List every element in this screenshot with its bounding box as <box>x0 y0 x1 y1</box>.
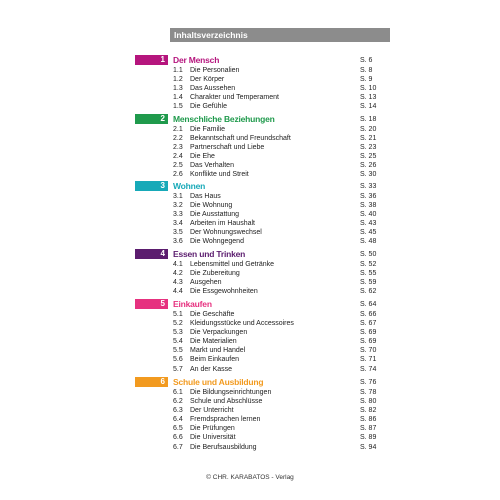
entry-number: 1.1 <box>173 67 183 74</box>
entry-label: Die Ehe <box>190 153 215 161</box>
entry-label: Bekanntschaft und Freundschaft <box>190 135 291 143</box>
entry-label: Die Berufsausbildung <box>190 443 257 451</box>
entry-label: Die Prüfungen <box>190 425 235 433</box>
entry-page-number: S. 66 <box>360 311 377 318</box>
entry-number: 3.1 <box>173 193 183 200</box>
entry-page-number: S. 45 <box>360 229 377 237</box>
toc-section <box>0 181 500 247</box>
entry-page-number: S. 26 <box>360 162 377 170</box>
entry-number: 2.4 <box>173 153 183 161</box>
entry-number: 1.4 <box>173 94 183 102</box>
toc-entry[interactable] <box>0 134 500 143</box>
entry-number: 4.3 <box>173 279 183 287</box>
section-heading[interactable] <box>0 299 500 310</box>
entry-number: 4.1 <box>173 261 183 268</box>
entry-number: 5.2 <box>173 320 183 328</box>
toc-header: Inhaltsverzeichnis <box>170 28 390 42</box>
entry-number: 4.4 <box>173 288 183 296</box>
toc-entry[interactable] <box>0 319 500 328</box>
entry-number: 6.5 <box>173 425 183 433</box>
entry-number: 2.5 <box>173 162 183 170</box>
entry-page-number: S. 87 <box>360 425 377 433</box>
section-heading[interactable] <box>0 249 500 260</box>
entry-page-number: S. 74 <box>360 365 377 373</box>
entry-page-number: S. 25 <box>360 153 377 161</box>
entry-label: Der Körper <box>190 76 225 84</box>
entry-page-number: S. 59 <box>360 279 377 287</box>
toc-entry[interactable] <box>0 406 500 415</box>
section-title: Menschliche Beziehungen <box>173 114 275 124</box>
entry-label: Der Wohnungswechsel <box>190 229 262 237</box>
section-title: Der Mensch <box>173 55 220 65</box>
section-number-badge: 6 <box>135 377 168 387</box>
entry-label: Das Aussehen <box>190 85 236 93</box>
entry-page-number: S. 48 <box>360 238 377 246</box>
entry-page-number: S. 20 <box>360 126 377 133</box>
toc-entry[interactable] <box>0 192 500 201</box>
entry-number: 1.2 <box>173 76 183 84</box>
toc-entry[interactable] <box>0 143 500 152</box>
toc-section <box>0 114 500 180</box>
entry-label: Die Bildungseinrichtungen <box>190 389 272 396</box>
entry-number: 2.1 <box>173 126 183 133</box>
toc-entry[interactable] <box>0 337 500 346</box>
section-number-badge: 3 <box>135 181 168 191</box>
entry-number: 5.3 <box>173 329 183 337</box>
entry-page-number: S. 82 <box>360 407 377 415</box>
entry-page-number: S. 13 <box>360 94 377 102</box>
entry-page-number: S. 55 <box>360 270 377 278</box>
entry-number: 3.3 <box>173 211 183 219</box>
section-number-badge: 5 <box>135 299 168 309</box>
entry-label: Die Gefühle <box>190 103 227 111</box>
entry-number: 2.3 <box>173 144 183 152</box>
entry-label: Charakter und Temperament <box>190 94 279 102</box>
toc-entry[interactable] <box>0 328 500 337</box>
toc-entry[interactable] <box>0 201 500 210</box>
toc-entry[interactable] <box>0 102 500 111</box>
entry-number: 6.6 <box>173 434 183 442</box>
toc-entry[interactable] <box>0 170 500 179</box>
entry-label: An der Kasse <box>190 365 233 373</box>
section-page-number: S. 6 <box>360 57 373 64</box>
entry-label: Die Wohngegend <box>190 238 244 246</box>
toc-entry[interactable] <box>0 161 500 170</box>
section-number-badge: 2 <box>135 114 168 124</box>
entry-page-number: S. 38 <box>360 202 377 210</box>
entry-number: 3.6 <box>173 238 183 246</box>
entry-page-number: S. 14 <box>360 103 377 111</box>
toc-entry[interactable] <box>0 388 500 397</box>
toc-entry[interactable] <box>0 433 500 442</box>
entry-number: 5.7 <box>173 365 183 373</box>
entry-page-number: S. 23 <box>360 144 377 152</box>
entry-number: 5.6 <box>173 356 183 364</box>
toc-entry[interactable] <box>0 84 500 93</box>
entry-page-number: S. 8 <box>360 67 373 74</box>
entry-label: Die Zubereitung <box>190 270 240 278</box>
toc-entry[interactable] <box>0 365 500 374</box>
toc-section <box>0 249 500 296</box>
toc-entry[interactable] <box>0 415 500 424</box>
entry-number: 6.1 <box>173 389 183 396</box>
section-page-number: S. 33 <box>360 183 377 190</box>
entry-number: 6.4 <box>173 416 183 424</box>
toc-entry[interactable] <box>0 278 500 287</box>
entry-label: Arbeiten im Haushalt <box>190 220 255 228</box>
entry-page-number: S. 43 <box>360 220 377 228</box>
section-heading[interactable] <box>0 181 500 192</box>
entry-label: Schule und Abschlüsse <box>190 398 263 406</box>
entry-label: Ausgehen <box>190 279 222 287</box>
entry-label: Die Materialien <box>190 338 237 346</box>
toc-entry[interactable] <box>0 66 500 75</box>
section-page-number: S. 76 <box>360 379 377 386</box>
entry-label: Fremdsprachen lernen <box>190 416 261 424</box>
entry-label: Die Essgewohnheiten <box>190 288 258 296</box>
toc-entry[interactable] <box>0 93 500 102</box>
section-title: Schule und Ausbildung <box>173 377 264 387</box>
entry-number: 5.5 <box>173 347 183 355</box>
toc-entry[interactable] <box>0 228 500 237</box>
section-page-number: S. 50 <box>360 251 377 258</box>
entry-number: 3.5 <box>173 229 183 237</box>
entry-page-number: S. 69 <box>360 338 377 346</box>
entry-page-number: S. 80 <box>360 398 377 406</box>
toc-entry[interactable] <box>0 75 500 84</box>
toc-entry[interactable] <box>0 346 500 355</box>
entry-page-number: S. 52 <box>360 261 377 268</box>
entry-label: Die Wohnung <box>190 202 233 210</box>
entry-label: Kleidungsstücke und Accessoires <box>190 320 294 328</box>
publisher-footer: © CHR. KARABATOS - Verlag <box>206 474 294 481</box>
toc-entry[interactable] <box>0 424 500 433</box>
entry-label: Die Ausstattung <box>190 211 240 219</box>
entry-label: Der Unterricht <box>190 407 234 415</box>
entry-page-number: S. 86 <box>360 416 377 424</box>
entry-label: Lebensmittel und Getränke <box>190 261 275 268</box>
toc-section <box>0 299 500 374</box>
toc-section <box>0 377 500 452</box>
section-heading[interactable] <box>0 114 500 125</box>
entry-number: 6.3 <box>173 407 183 415</box>
toc-entry[interactable] <box>0 219 500 228</box>
toc-section <box>0 55 500 111</box>
entry-label: Markt und Handel <box>190 347 246 355</box>
toc-entry[interactable] <box>0 269 500 278</box>
entry-label: Das Haus <box>190 193 221 200</box>
entry-number: 1.3 <box>173 85 183 93</box>
toc-entry[interactable] <box>0 260 500 269</box>
toc-entry[interactable] <box>0 210 500 219</box>
entry-label: Beim Einkaufen <box>190 356 240 364</box>
entry-page-number: S. 30 <box>360 171 377 179</box>
section-number-badge: 1 <box>135 55 168 65</box>
section-page-number: S. 64 <box>360 301 377 308</box>
entry-number: 3.2 <box>173 202 183 210</box>
entry-number: 6.2 <box>173 398 183 406</box>
toc-entry[interactable] <box>0 397 500 406</box>
entry-label: Partnerschaft und Liebe <box>190 144 265 152</box>
section-heading[interactable] <box>0 377 500 388</box>
entry-label: Das Verhalten <box>190 162 234 170</box>
entry-number: 5.1 <box>173 311 183 318</box>
entry-page-number: S. 21 <box>360 135 377 143</box>
entry-number: 4.2 <box>173 270 183 278</box>
entry-number: 2.2 <box>173 135 183 143</box>
entry-page-number: S. 94 <box>360 443 377 451</box>
entry-label: Die Familie <box>190 126 226 133</box>
entry-page-number: S. 78 <box>360 389 377 396</box>
entry-page-number: S. 40 <box>360 211 377 219</box>
entry-page-number: S. 69 <box>360 329 377 337</box>
toc-entry[interactable] <box>0 125 500 134</box>
entry-page-number: S. 9 <box>360 76 373 84</box>
entry-label: Die Universität <box>190 434 236 442</box>
section-title: Essen und Trinken <box>173 249 246 259</box>
entry-number: 1.5 <box>173 103 183 111</box>
section-heading[interactable] <box>0 55 500 66</box>
entry-page-number: S. 67 <box>360 320 377 328</box>
toc-entry[interactable] <box>0 355 500 364</box>
toc-entry[interactable] <box>0 152 500 161</box>
toc-entry[interactable] <box>0 287 500 296</box>
entry-number: 5.4 <box>173 338 183 346</box>
section-number-badge: 4 <box>135 249 168 259</box>
section-title: Einkaufen <box>173 299 212 309</box>
toc-entry[interactable] <box>0 443 500 452</box>
entry-page-number: S. 36 <box>360 193 377 200</box>
entry-page-number: S. 89 <box>360 434 377 442</box>
entry-label: Die Geschäfte <box>190 311 235 318</box>
entry-page-number: S. 10 <box>360 85 377 93</box>
entry-label: Konflikte und Streit <box>190 171 249 179</box>
entry-page-number: S. 62 <box>360 288 377 296</box>
entry-label: Die Verpackungen <box>190 329 248 337</box>
entry-number: 2.6 <box>173 171 183 179</box>
entry-number: 3.4 <box>173 220 183 228</box>
toc-entry[interactable] <box>0 237 500 246</box>
section-title: Wohnen <box>173 181 206 191</box>
section-page-number: S. 18 <box>360 116 377 123</box>
entry-label: Die Personalien <box>190 67 240 74</box>
entry-number: 6.7 <box>173 443 183 451</box>
entry-page-number: S. 70 <box>360 347 377 355</box>
entry-page-number: S. 71 <box>360 356 377 364</box>
toc-entry[interactable] <box>0 310 500 319</box>
